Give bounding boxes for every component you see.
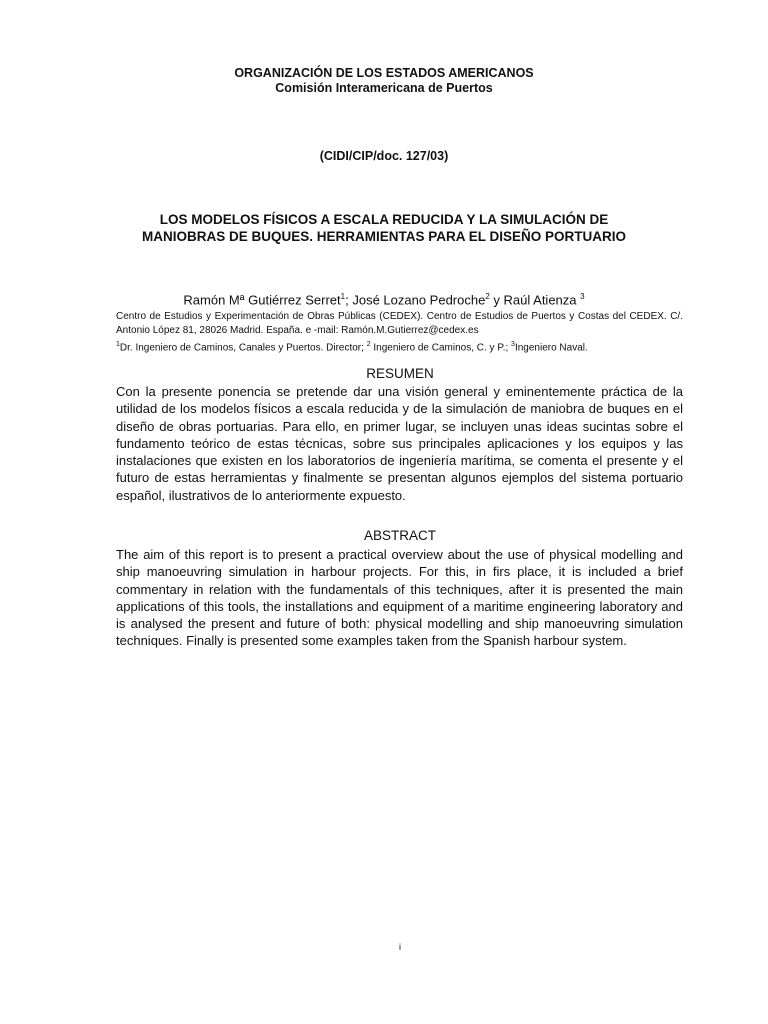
affiliation-text: Centro de Estudios y Experimentación de Obras Públicas (CEDEX). Centro de Estudios de Puertos y Costas del CEDEX. C/. Antonio López 81, 28026 Madrid. España. e -mail: Ramón.M.Gutierrez@cedex.es <box>116 311 683 336</box>
author-separator-1: ; <box>345 292 353 308</box>
author-1-note: 1 <box>340 292 346 301</box>
organization-header <box>0 66 768 96</box>
resumen-paragraph: Con la presente ponencia se pretende dar una visión general y eminentemente práctica de la utilidad de los modelos físicos a escala reducida y de la simulación de maniobra de buques en el diseño de obras portuarias. Para ello, en primer lugar, se incluyen unas ideas sucintas sobre el fundamento teórico de estas técnicas, sobre sus principales aplicaciones y los equipos y las instalaciones que existen en los laboratorios de ingeniería marítima, se comenta el presente y el futuro de estas herramientas y finalmente se presentan algunos ejemplos del sistema portuario español, ilustrativos de lo anteriormente expuesto. <box>116 384 683 503</box>
footnote-1-marker: 1 <box>116 341 120 348</box>
document-title <box>100 211 668 245</box>
abstract-heading: ABSTRACT <box>363 528 436 543</box>
footnote-3-marker: 3 <box>511 341 515 348</box>
title-line-2: MANIOBRAS DE BUQUES. HERRAMIENTAS PARA EL DISEÑO PORTUARIO <box>141 229 627 244</box>
author-list <box>0 292 768 307</box>
author-1: Ramón Mª Gutiérrez Serret <box>183 292 341 308</box>
title-line-1: LOS MODELOS FÍSICOS A ESCALA REDUCIDA Y LA SIMULACIÓN DE <box>159 212 609 227</box>
commission-name: Comisión Interamericana de Puertos <box>275 81 493 95</box>
footnote-2: Ingeniero de Caminos, C. y P.; <box>370 342 512 354</box>
author-separator-2: y <box>489 292 504 308</box>
author-3-note: 3 <box>580 292 585 301</box>
footnote-3: Ingeniero Naval. <box>514 342 588 354</box>
document-number: (CIDI/CIP/doc. 127/03) <box>319 149 449 163</box>
author-2-note: 2 <box>485 292 490 301</box>
affiliation-block <box>116 310 683 355</box>
footnote-1: Dr. Ingeniero de Caminos, Canales y Puertos. Director; <box>119 342 367 354</box>
author-3: Raúl Atienza <box>503 292 581 308</box>
organization-name: ORGANIZACIÓN DE LOS ESTADOS AMERICANOS <box>234 66 534 80</box>
footnote-2-marker: 2 <box>366 341 371 348</box>
author-2: José Lozano Pedroche <box>352 292 486 308</box>
resumen-heading: RESUMEN <box>366 366 434 381</box>
abstract-paragraph: The aim of this report is to present a practical overview about the use of physical modelling and ship manoeuvring simulation in harbour projects. For this, in firs place, it is included a brief commentary in relation with the fundamentals of this techniques, after it is presented the main applications of this tools, the installations and equipment of a maritime engineering laboratory and is analysed the present and future of both: physical modelling and ship manoeuvring simulation techniques. Finally is presented some examples taken from the Spanish harbour system. <box>116 547 683 649</box>
author-footnotes <box>116 338 683 355</box>
page-number: i <box>399 942 401 952</box>
